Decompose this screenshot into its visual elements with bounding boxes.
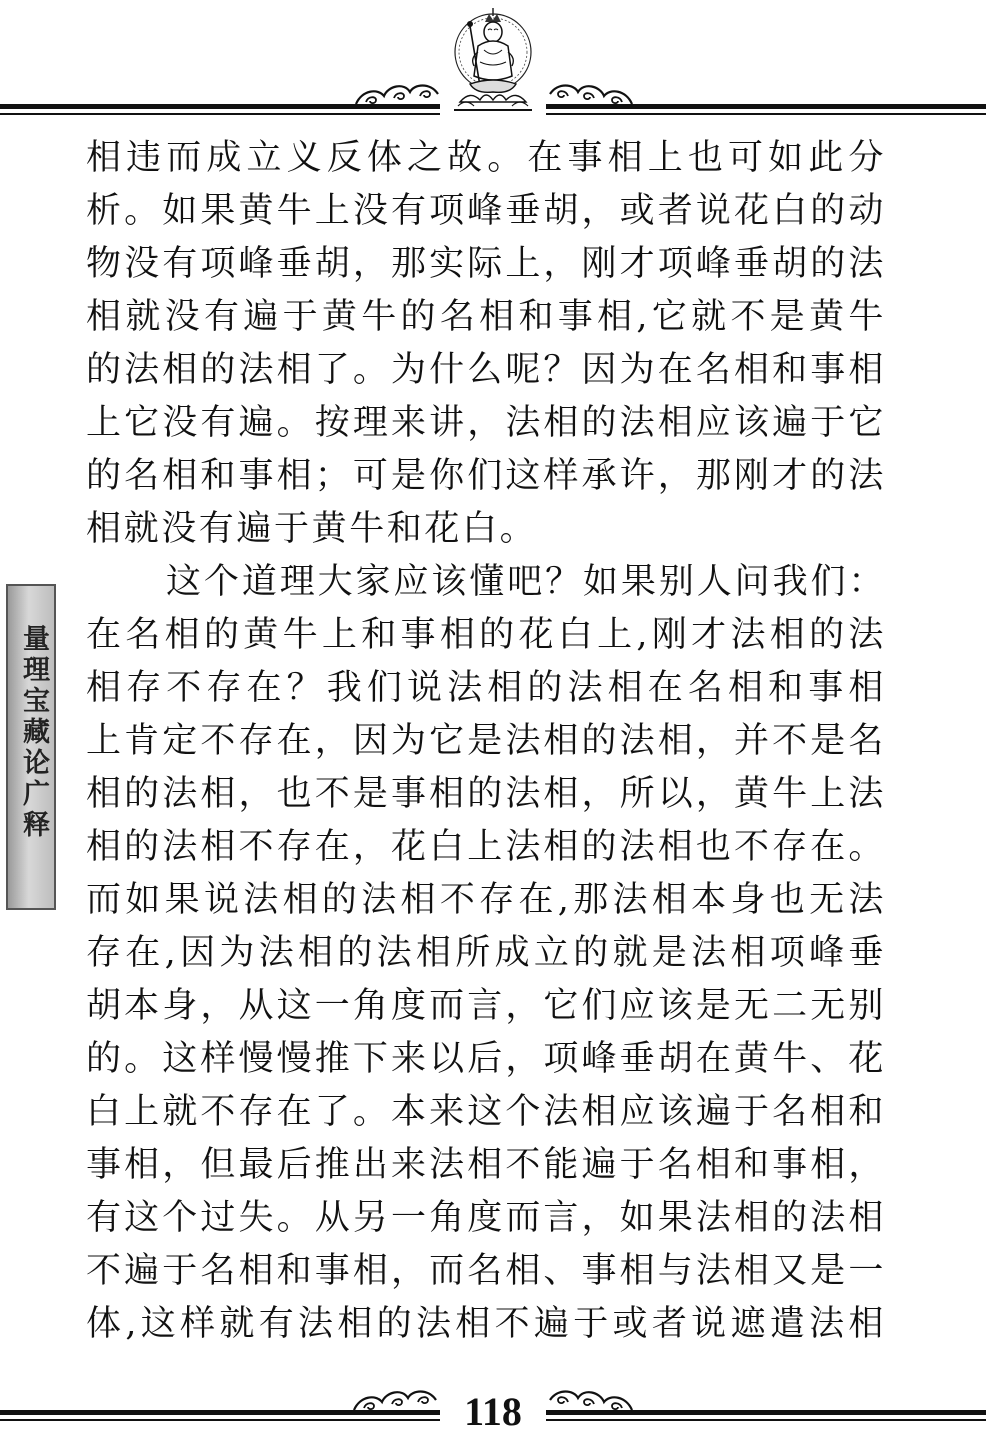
page-number: 118	[464, 1389, 522, 1434]
footer-rule-left-thin	[0, 1419, 440, 1421]
page-header	[0, 0, 986, 130]
deity-emblem-icon	[440, 6, 546, 118]
text-line: 物没有项峰垂胡，那实际上，刚才项峰垂胡的法	[86, 244, 886, 284]
page-footer	[0, 1380, 986, 1443]
chapter-side-tab	[6, 584, 56, 910]
text-line: 的。这样慢慢推下来以后，项峰垂胡在黄牛、花	[86, 1039, 886, 1079]
body-text	[86, 132, 886, 1351]
footer-rule-right-thin	[546, 1419, 986, 1421]
text-line: 相存不存在？我们说法相的法相在名相和事相	[86, 668, 886, 708]
cloud-scroll-icon	[546, 1386, 636, 1414]
paragraph	[86, 556, 886, 1351]
text-line: 胡本身，从这一角度而言，它们应该是无二无别	[86, 986, 886, 1026]
text-line: 体,这样就有法相的法相不遍于或者说遮遣法相	[86, 1304, 886, 1344]
text-line: 的法相的法相了。为什么呢？因为在名相和事相	[86, 350, 886, 390]
cloud-scroll-icon	[546, 80, 636, 108]
text-line: 相就没有遍于黄牛和花白。	[86, 509, 538, 549]
paragraph	[86, 132, 886, 556]
text-line: 相就没有遍于黄牛的名相和事相,它就不是黄牛	[86, 297, 886, 337]
text-line: 上它没有遍。按理来讲，法相的法相应该遍于它	[86, 403, 886, 443]
text-line: 析。如果黄牛上没有项峰垂胡，或者说花白的动	[86, 191, 886, 231]
text-line: 事相，但最后推出来法相不能遍于名相和事相，	[86, 1145, 886, 1185]
text-line: 而如果说法相的法相不存在,那法相本身也无法	[86, 880, 886, 920]
text-line: 相的法相，也不是事相的法相，所以，黄牛上法	[86, 774, 886, 814]
text-line: 的名相和事相；可是你们这样承许，那刚才的法	[86, 456, 886, 496]
text-line: 在名相的黄牛上和事相的花白上,刚才法相的法	[86, 615, 886, 655]
cloud-scroll-icon	[350, 1386, 440, 1414]
text-line: 相违而成立义反体之故。在事相上也可如此分	[86, 138, 886, 178]
text-line: 存在,因为法相的法相所成立的就是法相项峰垂	[86, 933, 886, 973]
header-rule-right-thin	[546, 113, 986, 115]
text-line: 不遍于名相和事相，而名相、事相与法相又是一	[86, 1251, 886, 1291]
text-line: 这个道理大家应该懂吧？如果别人问我们：	[166, 562, 886, 602]
text-line: 相的法相不存在，花白上法相的法相也不存在。	[86, 827, 886, 867]
text-line: 有这个过失。从另一角度而言，如果法相的法相	[86, 1198, 886, 1238]
cloud-scroll-icon	[352, 80, 442, 108]
header-rule-left-thin	[0, 113, 440, 115]
text-line: 上肯定不存在，因为它是法相的法相，并不是名	[86, 721, 886, 761]
side-tab-title: 量理宝藏论广释	[18, 624, 49, 841]
text-line: 白上就不存在了。本来这个法相应该遍于名相和	[86, 1092, 886, 1132]
